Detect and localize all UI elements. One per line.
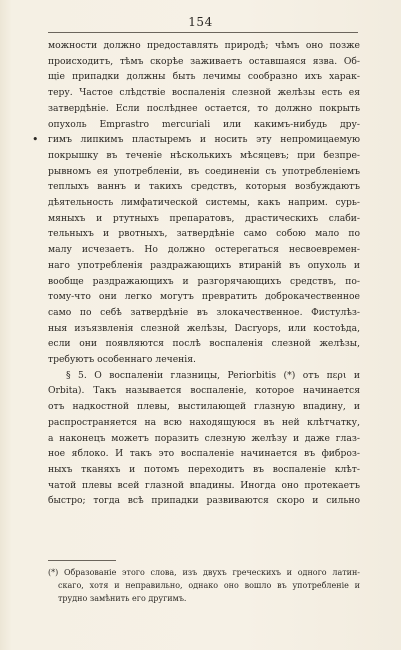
text-line: дѣятельность лимфатической системы, какъ наприм. сурь- (48, 197, 360, 209)
text-line: наго употребленія раздражающихъ втираній въ опухоль и (48, 259, 360, 271)
margin-mark: • (32, 133, 39, 147)
text-line: теру. Частое слѣдствіе воспаленія слезной желѣзы есть ея (48, 87, 360, 99)
text-line: тому-что они легко могутъ превратить доброкачественное (48, 291, 360, 303)
text-line: быстро; тогда всѣ припадки развиваются скоро и сильно (48, 495, 360, 507)
text-line: щіе припадки должны быть лечимы сообразно ихъ харак- (48, 71, 360, 83)
text-line: малу исчезаетъ. Но должно остерегаться несвоевремен- (48, 244, 360, 256)
footnote-line: (*) Образованіе этого слова, изъ двухъ греческихъ и одного латин- (48, 568, 360, 577)
text-line: рывномъ ея употребленіи, въ соединеніи съ употребленіемъ (48, 165, 360, 177)
footnote-line: трудно замѣнить его другимъ. (58, 594, 187, 603)
text-line: мяныхъ и ртутныхъ препаратовъ, драстическихъ слаби- (48, 212, 360, 224)
text-line: затвердѣніе. Если послѣднее остается, то должно покрыть (48, 102, 360, 114)
text-line: распространяется на всю находящуюся въ ней клѣтчатку, (48, 416, 360, 428)
text-line: вообще раздражающихъ и разгорячающихъ средствъ, по- (48, 275, 360, 287)
text-line: а наконецъ можетъ поразить слезную желѣзу и даже глаз- (48, 432, 360, 444)
body-text (32, 38, 360, 509)
text-line: теплыхъ ваннъ и такихъ средствъ, которыя возбуждаютъ (48, 181, 360, 193)
text-line: тельныхъ и рвотныхъ, затвердѣніе само собою мало по (48, 228, 360, 240)
text-line: ныя изъязвленія слезной желѣзы, Dacryops, или костоѣда, (48, 322, 360, 334)
text-line: само по себѣ затвердѣніе въ злокачественное. Фистулѣз- (48, 306, 360, 318)
text-line: происходитъ, тѣмъ скорѣе заживаетъ оставшаяся язва. Об- (48, 55, 360, 67)
text-line: Orbita). Такъ называется воспаленіе, которое начинается (48, 385, 360, 397)
text-line: отъ надкостной плевы, выстилающей глазную впадину, и (48, 401, 360, 413)
footnote-rule (48, 560, 116, 561)
header-rule (48, 32, 358, 33)
text-line-content: гимъ липкимъ пластыремъ и носить эту непромицаемую (48, 134, 360, 146)
section-heading-line: § 5. О воспаленіи глазницы, Periorbitis (*) отъ περι и (66, 369, 360, 381)
page-number: 154 (188, 15, 213, 29)
text-line: чатой плевы всей глазной впадины. Иногда оно протекаетъ (48, 479, 360, 491)
footnote-line: скаго, хотя и неправильно, однако оно вошло въ употребленіе и (58, 581, 360, 590)
text-line: ное яблоко. И такъ это воспаленіе начинается въ фиброз- (48, 448, 360, 460)
footnote (48, 566, 360, 605)
text-line: если они появляются послѣ воспаленія слезной желѣзы, (48, 338, 360, 350)
text-line: ныхъ тканяхъ и потомъ переходитъ въ воспаленіе клѣт- (48, 463, 360, 475)
text-line: требуютъ особеннаго леченія. (48, 354, 196, 366)
text-line: опухоль Emprastro mercuriali или какимъ-нибудь дру- (48, 118, 360, 130)
text-line (32, 132, 360, 148)
text-line: можности должно предоставлять природѣ; чѣмъ оно позже (48, 40, 360, 51)
text-line: покрышку въ теченіе нѣсколькихъ мѣсяцевъ; при безпре- (48, 149, 360, 161)
